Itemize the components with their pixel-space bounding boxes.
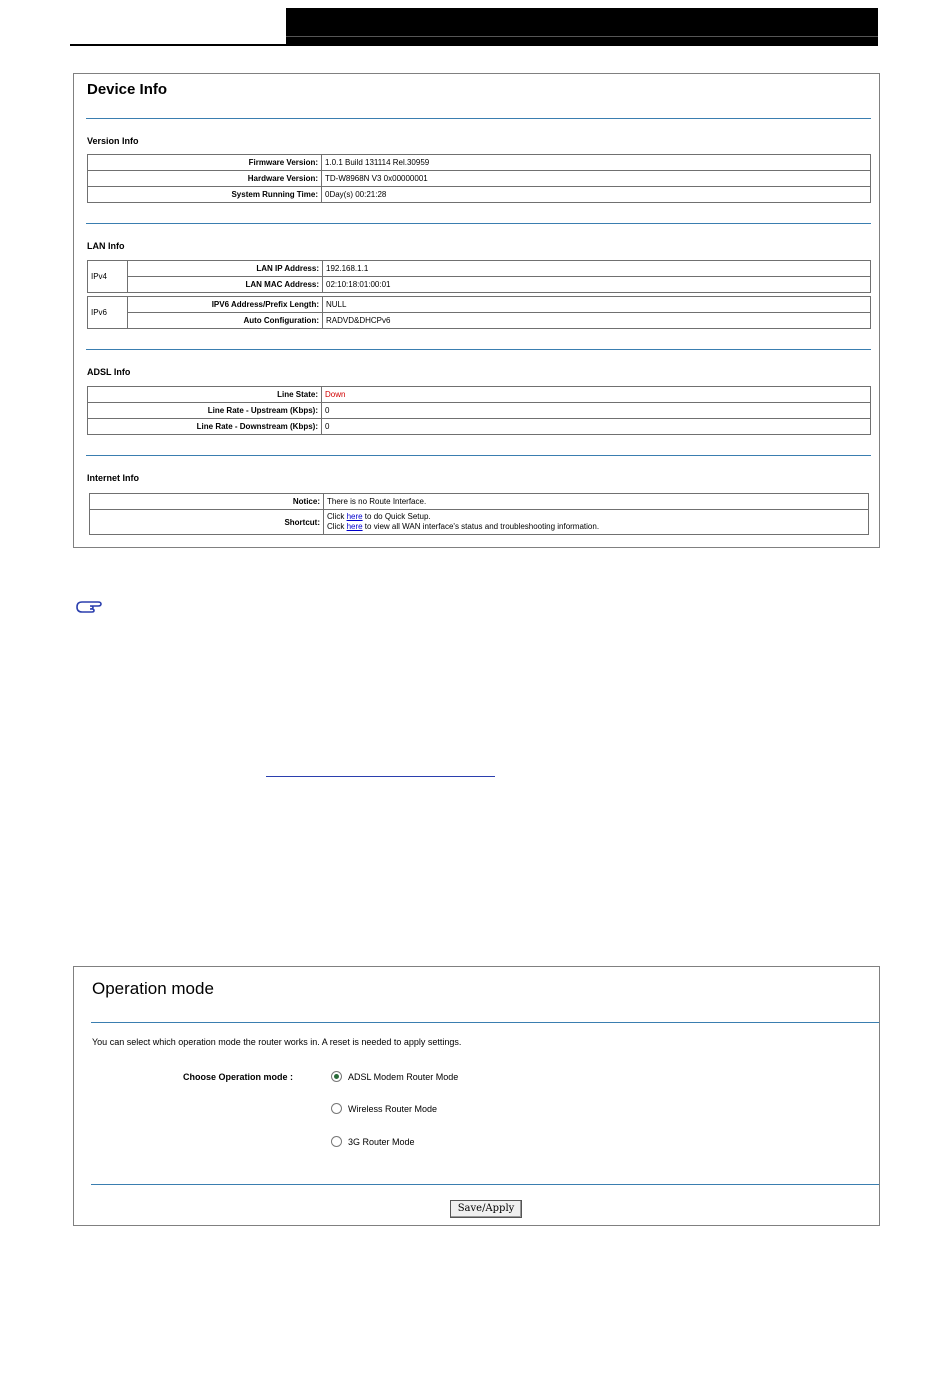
- line-state-value: Down: [322, 387, 871, 403]
- ipv4-group-label: IPv4: [88, 261, 128, 293]
- lan-mac-value: 02:10:18:01:00:01: [323, 277, 871, 293]
- table-row: [88, 419, 871, 435]
- hardware-version-value: TD-W8968N V3 0x00000001: [322, 171, 871, 187]
- ipv6-group-label: IPv6: [88, 297, 128, 329]
- shortcut-text: to view all WAN interface's status and troubleshooting information.: [362, 522, 600, 531]
- table-row: [88, 171, 871, 187]
- table-row: [88, 187, 871, 203]
- radio-icon[interactable]: [331, 1136, 342, 1147]
- version-info-table: [87, 154, 871, 203]
- save-apply-button[interactable]: Save/Apply: [450, 1200, 522, 1218]
- header-bar: [286, 8, 878, 44]
- device-info-title: Device Info: [87, 81, 168, 98]
- firmware-version-value: 1.0.1 Build 131114 Rel.30959: [322, 155, 871, 171]
- shortcut-text: to do Quick Setup.: [362, 512, 431, 521]
- lan-ip-label: LAN IP Address:: [128, 261, 323, 277]
- shortcut-value: [324, 510, 869, 535]
- lan-ipv6-table: [87, 296, 871, 329]
- ipv6-prefix-label: IPV6 Address/Prefix Length:: [128, 297, 323, 313]
- device-info-panel: [73, 73, 880, 548]
- table-row: [88, 277, 871, 293]
- version-info-heading: Version Info: [87, 136, 139, 146]
- table-row: [90, 494, 869, 510]
- adsl-info-heading: ADSL Info: [87, 367, 131, 377]
- table-row: [88, 403, 871, 419]
- lan-ipv4-table: [87, 260, 871, 293]
- option-label: Wireless Router Mode: [348, 1103, 438, 1114]
- running-time-value: 0Day(s) 00:21:28: [322, 187, 871, 203]
- shortcut-label: Shortcut:: [90, 510, 324, 535]
- table-row: [88, 155, 871, 171]
- underline-link-placeholder: [266, 776, 495, 777]
- table-row: [88, 297, 871, 313]
- operation-mode-title: Operation mode: [92, 979, 214, 998]
- operation-mode-description: You can select which operation mode the router works in. A reset is needed to apply settings.: [92, 1037, 462, 1047]
- divider: [91, 1184, 879, 1185]
- option-3g-router[interactable]: [331, 1136, 415, 1147]
- divider: [86, 455, 871, 456]
- option-adsl-modem-router[interactable]: [331, 1071, 458, 1082]
- option-label: ADSL Modem Router Mode: [348, 1071, 459, 1082]
- ipv6-prefix-value: NULL: [323, 297, 871, 313]
- downstream-rate-value: 0: [322, 419, 871, 435]
- option-wireless-router[interactable]: [331, 1103, 437, 1114]
- auto-config-value: RADVD&DHCPv6: [323, 313, 871, 329]
- operation-mode-panel: [73, 966, 880, 1226]
- running-time-label: System Running Time:: [88, 187, 322, 203]
- divider: [86, 223, 871, 224]
- table-row: [88, 387, 871, 403]
- notice-label: Notice:: [90, 494, 324, 510]
- shortcut-text: Click: [327, 512, 347, 521]
- lan-ip-value: 192.168.1.1: [323, 261, 871, 277]
- divider: [91, 1022, 879, 1023]
- upstream-rate-label: Line Rate - Upstream (Kbps):: [88, 403, 322, 419]
- adsl-info-table: [87, 386, 871, 435]
- lan-mac-label: LAN MAC Address:: [128, 277, 323, 293]
- upstream-rate-value: 0: [322, 403, 871, 419]
- shortcut-text: Click: [327, 522, 347, 531]
- firmware-version-label: Firmware Version:: [88, 155, 322, 171]
- table-row: [88, 313, 871, 329]
- option-label: 3G Router Mode: [348, 1136, 415, 1147]
- notice-value: There is no Route Interface.: [324, 494, 869, 510]
- internet-info-table: [89, 493, 869, 535]
- table-row: [88, 261, 871, 277]
- wan-status-link[interactable]: here: [346, 522, 363, 531]
- table-row: [90, 510, 869, 535]
- line-state-label: Line State:: [88, 387, 322, 403]
- hardware-version-label: Hardware Version:: [88, 171, 322, 187]
- radio-selected-icon[interactable]: [331, 1071, 342, 1082]
- downstream-rate-label: Line Rate - Downstream (Kbps):: [88, 419, 322, 435]
- lan-info-heading: LAN Info: [87, 241, 125, 251]
- divider: [86, 118, 871, 119]
- internet-info-heading: Internet Info: [87, 473, 139, 483]
- pointing-hand-icon: [76, 600, 102, 614]
- divider: [86, 349, 871, 350]
- choose-operation-mode-label: Choose Operation mode :: [183, 1072, 294, 1082]
- quick-setup-link[interactable]: here: [346, 512, 363, 521]
- radio-icon[interactable]: [331, 1103, 342, 1114]
- auto-config-label: Auto Configuration:: [128, 313, 323, 329]
- header-rule: [70, 44, 878, 46]
